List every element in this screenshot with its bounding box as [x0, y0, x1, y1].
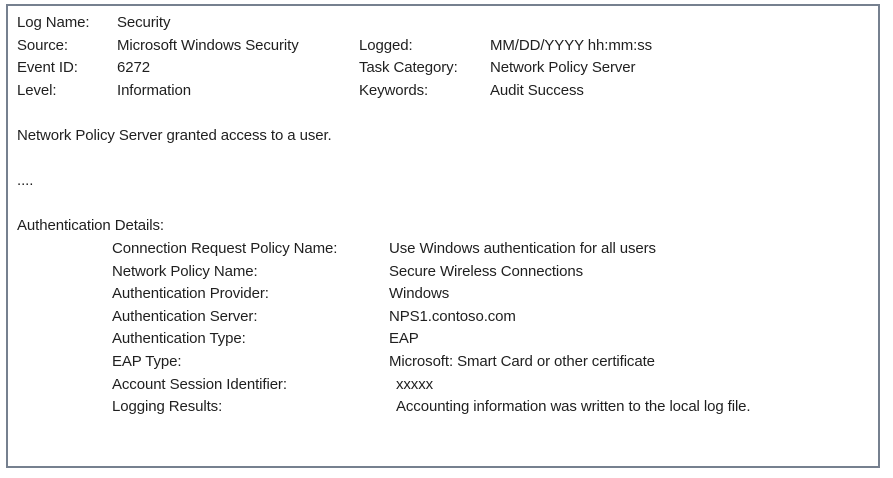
spacer: [17, 193, 870, 216]
auth-label-logging-results: Logging Results:: [112, 398, 223, 416]
auth-row-authentication-provider: [17, 283, 870, 306]
auth-label-network-policy-name: Network Policy Name:: [112, 262, 258, 280]
field-value-log-name: Security: [117, 14, 171, 31]
field-label-event-id: Event ID:: [17, 59, 78, 77]
auth-label-eap-type: EAP Type:: [112, 352, 182, 370]
field-label-log-name: Log Name:: [17, 14, 90, 31]
spacer: [17, 148, 870, 171]
field-value-event-id: 6272: [117, 59, 150, 77]
field-value-blank: [490, 12, 870, 35]
auth-row-authentication-server: [17, 306, 870, 329]
auth-value-eap-type: Microsoft: Smart Card or other certificate: [389, 352, 655, 370]
auth-label-authentication-server: Authentication Server:: [112, 307, 258, 325]
auth-label-authentication-provider: Authentication Provider:: [112, 285, 269, 303]
auth-details-title: Authentication Details:: [17, 217, 164, 235]
header-row-log-name: [17, 12, 870, 35]
header-row-source: [17, 35, 870, 58]
auth-label-account-session-identifier: Account Session Identifier:: [112, 375, 287, 393]
field-value-keywords: Audit Success: [490, 81, 584, 99]
field-label-level: Level:: [17, 81, 57, 99]
auth-value-network-policy-name: Secure Wireless Connections: [389, 262, 584, 280]
auth-row-authentication-type: [17, 328, 870, 351]
field-value-logged: MM/DD/YYYY hh:mm:ss: [490, 36, 653, 54]
auth-value-authentication-type: EAP: [389, 330, 419, 348]
auth-label-connection-request-policy: Connection Request Policy Name:: [112, 239, 338, 257]
auth-row-eap-type: [17, 351, 870, 374]
header-row-level: [17, 80, 870, 103]
field-value-source: Microsoft Windows Security: [117, 36, 299, 54]
auth-value-authentication-provider: Windows: [389, 285, 450, 303]
header-row-event-id: [17, 57, 870, 80]
event-description: Network Policy Server granted access to a user.: [17, 126, 332, 144]
field-label-logged: Logged:: [359, 36, 413, 54]
field-label-task-category: Task Category:: [359, 59, 458, 77]
auth-value-authentication-server: NPS1.contoso.com: [389, 307, 516, 325]
auth-row-account-session-identifier: [17, 374, 870, 397]
auth-label-authentication-type: Authentication Type:: [112, 330, 246, 348]
field-label-source: Source:: [17, 36, 68, 54]
auth-row-logging-results: [17, 396, 870, 419]
field-label-keywords: Keywords:: [359, 81, 429, 99]
field-label-blank: [359, 12, 490, 35]
spacer: [17, 102, 870, 125]
auth-value-account-session-identifier: xxxxx: [396, 375, 434, 393]
auth-value-logging-results: Accounting information was written to the local log file.: [396, 398, 751, 416]
field-value-level: Information: [117, 81, 191, 99]
event-text-frame: [6, 4, 880, 468]
truncation-ellipsis: ....: [17, 172, 34, 190]
auth-value-connection-request-policy: Use Windows authentication for all users: [389, 239, 656, 257]
auth-row-network-policy-name: [17, 261, 870, 284]
auth-row-connection-request-policy: [17, 238, 870, 261]
field-value-task-category: Network Policy Server: [490, 59, 636, 77]
